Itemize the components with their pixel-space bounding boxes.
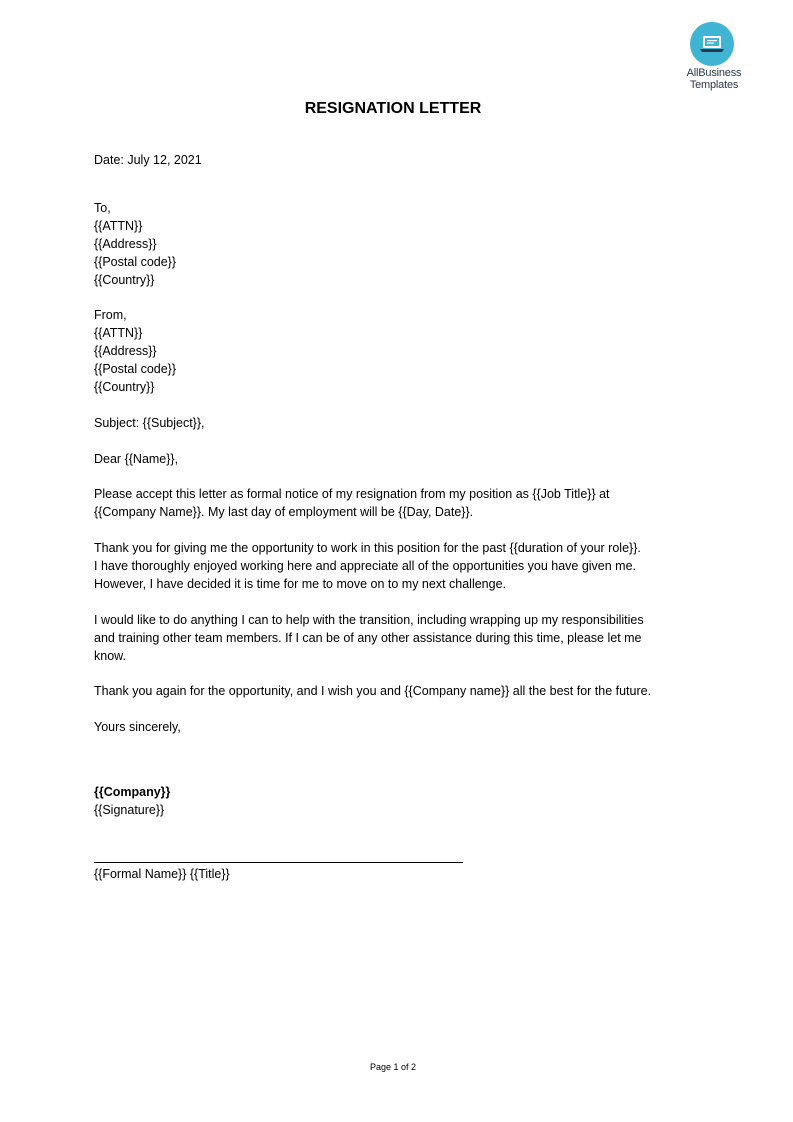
paragraph-3 (94, 611, 644, 665)
from-label: From, (94, 308, 127, 322)
signature-rule (94, 862, 463, 863)
to-address-block (94, 199, 176, 289)
date-line (94, 151, 202, 169)
to-address: {{Address}} (94, 237, 157, 251)
salutation-text: Dear {{Name}}, (94, 452, 179, 466)
date-text: Date: July 12, 2021 (94, 153, 202, 167)
page-number: Page 1 of 2 (369, 1062, 417, 1072)
formal-name-block (94, 865, 230, 883)
paragraph-4 (94, 682, 651, 700)
paragraph-line: I would like to do anything I can to help with the transition, including wrapping up my responsibilities (94, 613, 644, 627)
subject-line (94, 414, 205, 432)
paragraph-line: Thank you again for the opportunity, and I wish you and {{Company name}} all the best for the future. (94, 684, 652, 698)
subject-text: Subject: {{Subject}}, (94, 416, 205, 430)
paragraph-line: However, I have decided it is time for me to move on to my next challenge. (94, 577, 507, 591)
to-label: To, (94, 201, 111, 215)
paragraph-1 (94, 485, 610, 521)
allbusiness-templates-logo (678, 22, 750, 96)
signature-block (94, 783, 170, 819)
salutation (94, 450, 178, 468)
from-country: {{Country}} (94, 380, 155, 394)
paragraph-line: Please accept this letter as formal notice of my resignation from my position as {{Job Title}} at (94, 487, 610, 501)
signature-company: {{Company}} (94, 785, 171, 799)
laptop-icon (700, 34, 724, 54)
paragraph-2 (94, 539, 641, 593)
paragraph-line: {{Company Name}}. My last day of employment will be {{Day, Date}}. (94, 505, 474, 519)
logo-circle (690, 22, 734, 66)
closing-text: Yours sincerely, (94, 720, 181, 734)
paragraph-line: I have thoroughly enjoyed working here and appreciate all of the opportunities you have given me. (94, 559, 637, 573)
to-attn: {{ATTN}} (94, 219, 143, 233)
logo-text-line2: Templates (689, 79, 739, 91)
paragraph-line: Thank you for giving me the opportunity to work in this position for the past {{duration of your role}}. (94, 541, 641, 555)
closing (94, 718, 181, 736)
logo-text-line1: AllBusiness (686, 67, 742, 79)
signature-placeholder: {{Signature}} (94, 803, 165, 817)
from-address: {{Address}} (94, 344, 157, 358)
paragraph-line: and training other team members. If I can be of any other assistance during this time, please let me (94, 631, 642, 645)
logo-text (678, 67, 750, 91)
formal-name-title: {{Formal Name}} {{Title}} (94, 867, 230, 881)
from-address-block (94, 306, 176, 396)
from-postal-code: {{Postal code}} (94, 362, 177, 376)
to-country: {{Country}} (94, 273, 155, 287)
from-attn: {{ATTN}} (94, 326, 143, 340)
paragraph-line: know. (94, 649, 126, 663)
to-postal-code: {{Postal code}} (94, 255, 177, 269)
document-title: RESIGNATION LETTER (304, 100, 482, 117)
